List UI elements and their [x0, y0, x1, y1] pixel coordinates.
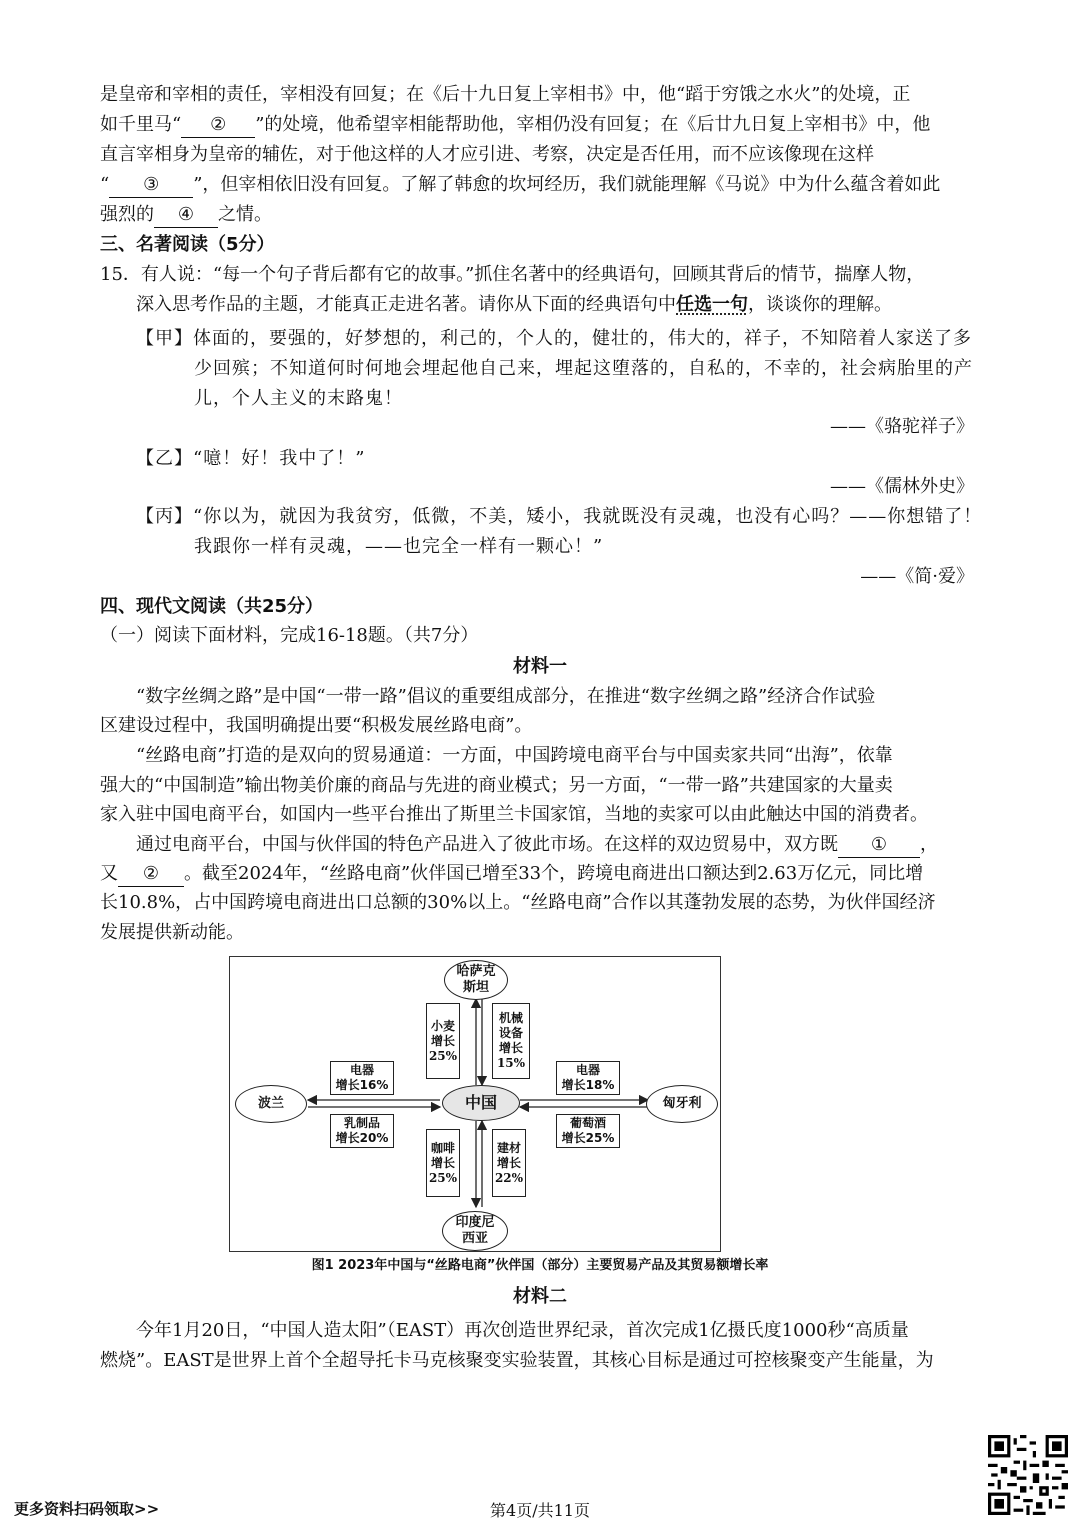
paragraph-line: 是皇帝和宰相的责任，宰相没有回复；在《后十九日复上宰相书》中，他“蹈于穷饿之水火”的处境，正: [100, 84, 911, 105]
paragraph-line: 强烈的 ④ 之情。: [100, 200, 272, 230]
paragraph-line: 直言宰相身为皇帝的辅佐，对于他这样的人才应引进、考察，决定是否任用，而不应该像现在这样: [100, 144, 874, 165]
paragraph-line: 今年1月20日，“中国人造太阳”（EAST）再次创造世界纪录，首次完成1亿摄氏度1000秒“高质量: [136, 1320, 909, 1341]
paragraph-line: 如千里马“ ② ”的处境，他希望宰相能帮助他，宰相仍没有回复；在《后廿九日复上宰相书》中，他: [100, 110, 930, 140]
paragraph-line: 区建设过程中，我国明确提出要“积极发展丝路电商”。: [100, 715, 533, 736]
footer-promo: 更多资料扫码领取>>: [14, 1500, 160, 1518]
box-coffee: 咖啡 增长 25%: [426, 1129, 460, 1197]
quote-jia-line2: 少回殡；不知道何时何地会埋起他自己来，埋起这堕落的，自私的，不幸的，社会病胎里的产: [194, 358, 973, 379]
node-indonesia: 印度尼西亚: [442, 1211, 508, 1251]
emphasis-text: 任选一句: [676, 294, 748, 315]
quote-jia: 【甲】体面的，要强的，好梦想的，利己的，个人的，健壮的，伟大的，祥子，不知陪着人家送了多: [136, 328, 972, 349]
fill-blank: ②: [118, 862, 184, 887]
node-china: 中国: [442, 1085, 520, 1121]
question-15-line2: 深入思考作品的主题，才能真正走进名著。请你从下面的经典语句中任选一句，谈谈你的理解。: [136, 294, 892, 315]
quote-yi: 【乙】“噫！好！我中了！”: [136, 448, 366, 469]
box-wheat: 小麦 增长 25%: [426, 1003, 460, 1079]
quote-jia-line3: 儿，个人主义的末路鬼！: [194, 388, 403, 409]
quote-bing: 【丙】“你以为，就因为我贫穷，低微，不美，矮小，我就既没有灵魂，也没有心吗？——你想错了！: [136, 506, 983, 527]
quote-bing-line2: 我跟你一样有灵魂，——也完全一样有一颗心！”: [194, 536, 604, 557]
node-kazakhstan: 哈萨克斯坦: [444, 960, 508, 1000]
box-building-materials: 建材 增长 22%: [492, 1129, 526, 1197]
material-title: 材料二: [513, 1286, 567, 1307]
sub-heading: （一）阅读下面材料，完成16-18题。（共7分）: [100, 625, 479, 646]
fill-blank: ②: [181, 113, 255, 138]
paragraph-line: “丝路电商”打造的是双向的贸易通道：一方面，中国跨境电商平台与中国卖家共同“出海”，依靠: [136, 745, 893, 766]
box-wine: 葡萄酒 增长25%: [556, 1114, 620, 1148]
page-number: 第4页/共11页: [490, 1501, 590, 1520]
quote-source: ——《简·爱》: [860, 566, 974, 587]
box-hungary-electrics: 电器 增长18%: [556, 1061, 620, 1095]
question-15: 15．有人说：“每一个句子背后都有它的故事。”抓住名著中的经典语句，回顾其背后的情节，揣摩人物，: [100, 264, 925, 285]
paragraph-line: 强大的“中国制造”输出物美价廉的商品与先进的商业模式；另一方面，“一带一路”共建国家的大量卖: [100, 775, 893, 796]
box-poland-electrics: 电器 增长16%: [330, 1061, 394, 1095]
box-machinery: 机械设备 增长 15%: [492, 1003, 530, 1079]
paragraph-line: 长10.8%，占中国跨境电商进出口总额的30%以上。“丝路电商”合作以其蓬勃发展的态势，为伙伴国经济: [100, 892, 936, 913]
fill-blank: ③: [109, 173, 193, 198]
figure-caption: 图1 2023年中国与“丝路电商”伙伴国（部分）主要贸易产品及其贸易额增长率: [311, 1258, 769, 1273]
paragraph-line: 通过电商平台，中国与伙伴国的特色产品进入了彼此市场。在这样的双边贸易中，双方既 ① ，: [136, 830, 938, 860]
paragraph-line: 发展提供新动能。: [100, 922, 244, 943]
fill-blank: ①: [838, 833, 920, 858]
node-hungary: 匈牙利: [646, 1085, 718, 1123]
material-title: 材料一: [513, 656, 567, 677]
paragraph-line: 又 ② 。截至2024年，“丝路电商”伙伴国已增至33个，跨境电商进出口额达到2.63万亿元，同比增: [100, 859, 923, 889]
fill-blank: ④: [154, 203, 218, 228]
node-poland: 波兰: [235, 1085, 307, 1123]
quote-source: ——《儒林外史》: [830, 476, 974, 497]
paragraph-line: “ ③ ”，但宰相依旧没有回复。了解了韩愈的坎坷经历，我们就能理解《马说》中为什么蕴含着如此: [100, 170, 940, 200]
section-heading: 三、名著阅读（5分）: [100, 234, 275, 255]
paragraph-line: 家入驻中国电商平台，如国内一些平台推出了斯里兰卡国家馆，当地的卖家可以由此触达中国的消费者。: [100, 804, 928, 825]
section-heading: 四、现代文阅读（共25分）: [100, 596, 324, 617]
paragraph-line: 燃烧”。EAST是世界上首个全超导托卡马克核聚变实验装置，其核心目标是通过可控核聚变产生能量，为: [100, 1350, 934, 1371]
trade-diagram: [229, 956, 721, 1252]
box-dairy: 乳制品 增长20%: [330, 1114, 394, 1148]
quote-source: ——《骆驼祥子》: [830, 416, 974, 437]
qr-code-icon[interactable]: [988, 1435, 1068, 1515]
paragraph-line: “数字丝绸之路”是中国“一带一路”倡议的重要组成部分，在推进“数字丝绸之路”经济合作试验: [136, 686, 876, 707]
